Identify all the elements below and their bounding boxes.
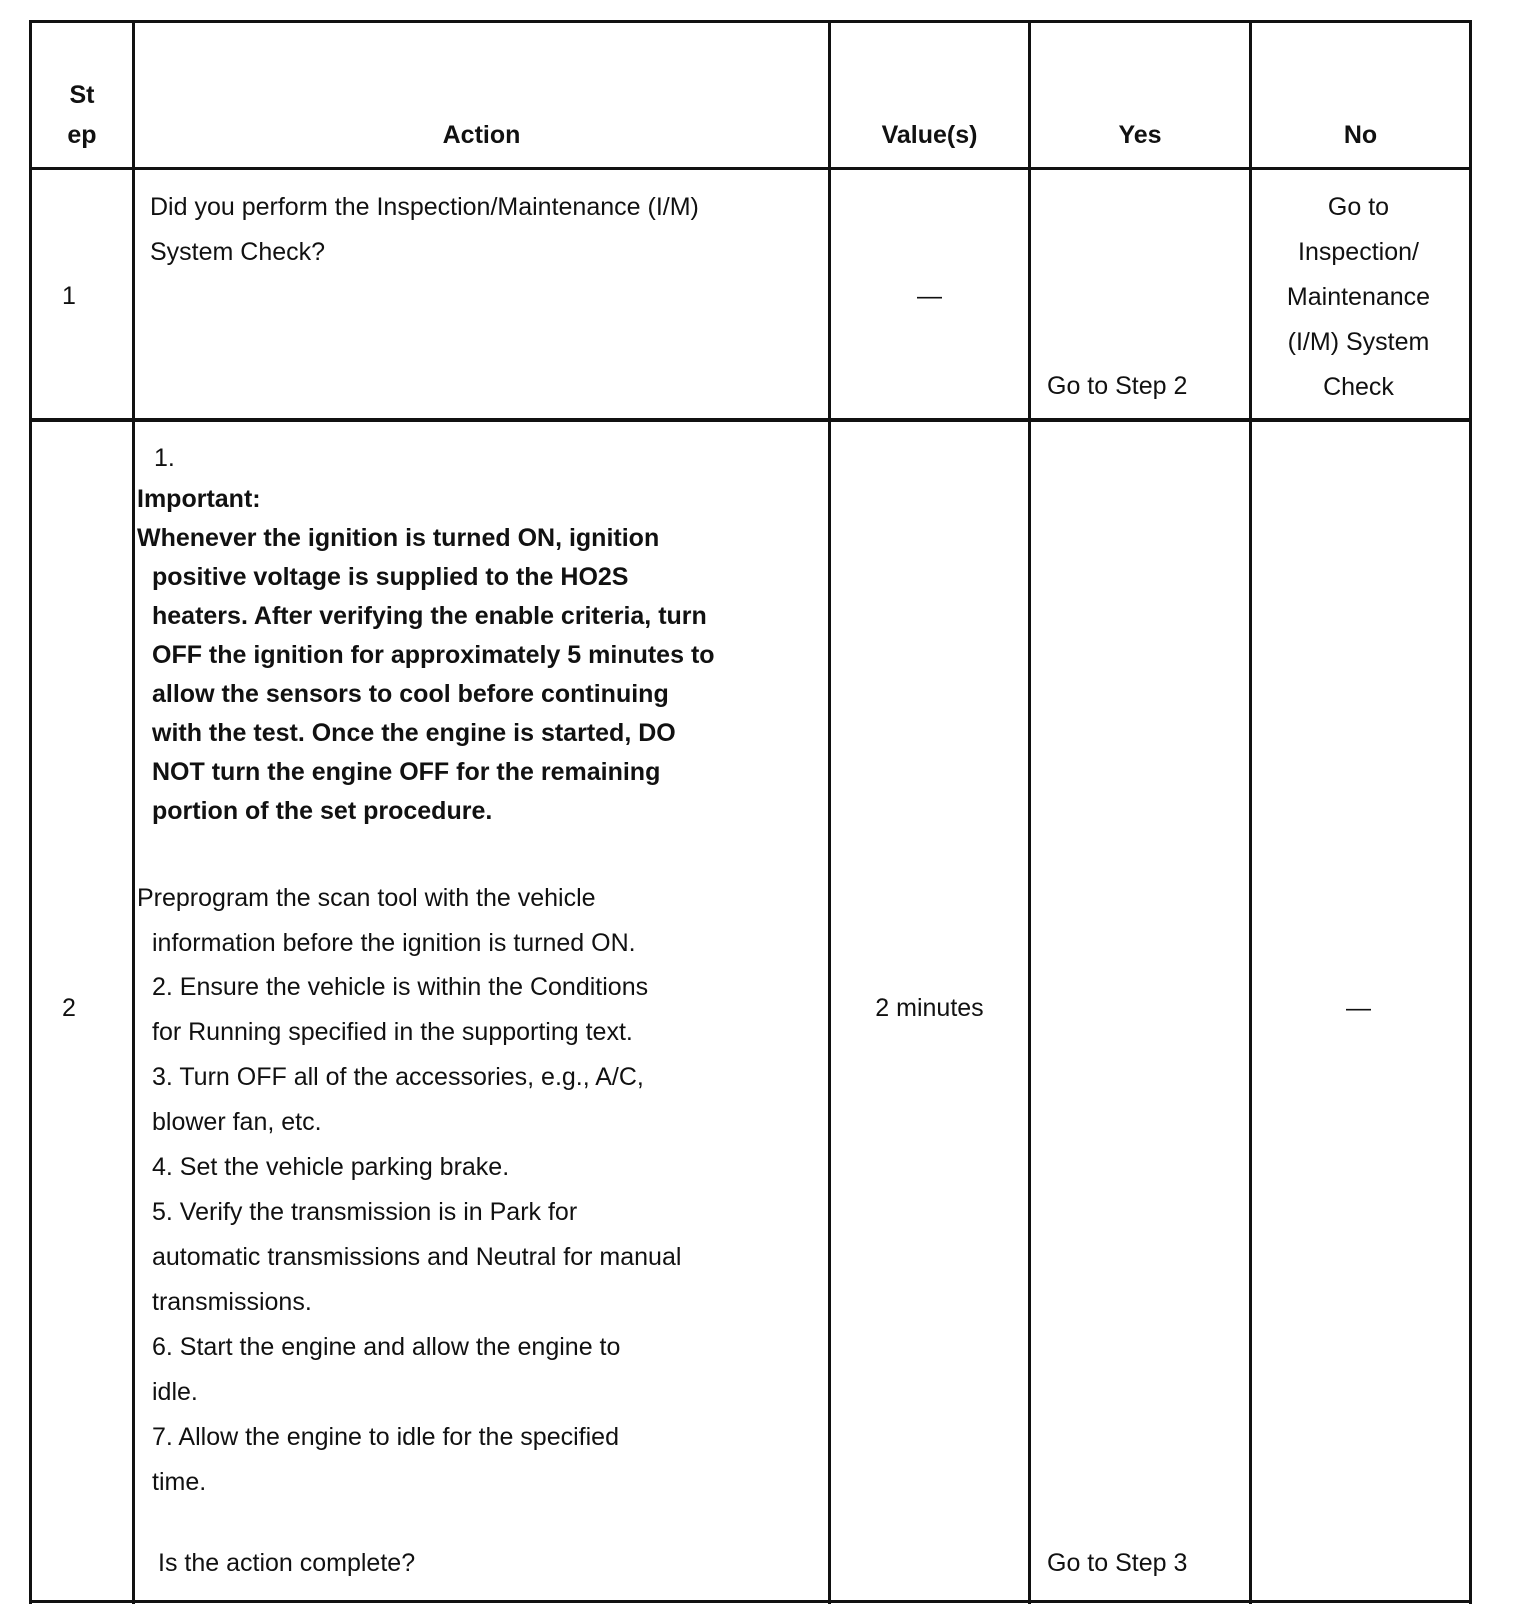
column-divider bbox=[1028, 20, 1031, 1604]
row1-no-line: Check bbox=[1323, 373, 1394, 401]
header-no: No bbox=[1343, 121, 1378, 149]
header-values: Value(s) bbox=[881, 121, 978, 149]
procedure-line: time. bbox=[152, 1468, 207, 1496]
important-label: Important: bbox=[137, 485, 261, 513]
important-line: Whenever the ignition is turned ON, ignition bbox=[137, 524, 660, 552]
procedure-line: for Running specified in the supporting text. bbox=[152, 1018, 633, 1046]
table-border-right bbox=[1469, 20, 1472, 1604]
header-yes: Yes bbox=[1118, 121, 1162, 149]
row1-no-line: Go to bbox=[1327, 193, 1390, 221]
important-line: NOT turn the engine OFF for the remaining bbox=[152, 758, 661, 786]
row2-step: 2 bbox=[62, 994, 76, 1022]
preprogram-line: Preprogram the scan tool with the vehicle bbox=[137, 884, 596, 912]
row1-no-line: (I/M) System bbox=[1287, 328, 1430, 356]
row1-no-line: Inspection/ bbox=[1298, 238, 1419, 266]
table-border-left bbox=[29, 20, 32, 1604]
table-border-bottom bbox=[29, 1600, 1472, 1603]
procedure-line: 2. Ensure the vehicle is within the Conditions bbox=[152, 973, 649, 1001]
procedure-line: 7. Allow the engine to idle for the specified bbox=[152, 1423, 619, 1451]
row2-question: Is the action complete? bbox=[158, 1549, 416, 1577]
important-note bbox=[137, 519, 827, 831]
important-line: allow the sensors to cool before continuing bbox=[152, 680, 669, 708]
row1-value: — bbox=[917, 282, 942, 310]
header-step-line1: St bbox=[69, 81, 95, 109]
row1-step: 1 bbox=[62, 282, 76, 310]
row2-item1-number: 1. bbox=[154, 444, 175, 472]
procedure-steps bbox=[152, 965, 827, 1505]
row2-value: 2 minutes bbox=[875, 994, 984, 1022]
procedure-line: automatic transmissions and Neutral for manual bbox=[152, 1243, 682, 1271]
row1-action-line2: System Check? bbox=[150, 238, 326, 266]
row1-yes: Go to Step 2 bbox=[1047, 372, 1188, 400]
procedure-line: blower fan, etc. bbox=[152, 1108, 322, 1136]
row1-action-line1: Did you perform the Inspection/Maintenance (I/M) bbox=[150, 193, 699, 221]
header-action: Action bbox=[442, 121, 521, 149]
important-line: portion of the set procedure. bbox=[152, 797, 493, 825]
procedure-line: 6. Start the engine and allow the engine to bbox=[152, 1333, 621, 1361]
header-divider bbox=[29, 167, 1472, 170]
important-line: OFF the ignition for approximately 5 minutes to bbox=[152, 641, 715, 669]
row2-yes: Go to Step 3 bbox=[1047, 1549, 1188, 1577]
row1-no-line: Maintenance bbox=[1286, 283, 1431, 311]
row-divider bbox=[29, 418, 1472, 422]
row1-action bbox=[150, 185, 820, 275]
important-line: with the test. Once the engine is started, DO bbox=[152, 719, 676, 747]
procedure-line: 3. Turn OFF all of the accessories, e.g., A/C, bbox=[152, 1063, 644, 1091]
header-step-line2: ep bbox=[67, 121, 97, 149]
procedure-line: idle. bbox=[152, 1378, 198, 1406]
procedure-line: transmissions. bbox=[152, 1288, 312, 1316]
preprogram-line: information before the ignition is turned ON. bbox=[152, 929, 636, 957]
row1-no bbox=[1252, 185, 1465, 410]
procedure-line: 4. Set the vehicle parking brake. bbox=[152, 1153, 510, 1181]
important-line: heaters. After verifying the enable criteria, turn bbox=[152, 602, 707, 630]
procedure-line: 5. Verify the transmission is in Park for bbox=[152, 1198, 578, 1226]
important-line: positive voltage is supplied to the HO2S bbox=[152, 563, 629, 591]
header-step bbox=[32, 75, 132, 155]
column-divider bbox=[132, 20, 135, 1604]
table-border-top bbox=[29, 20, 1472, 23]
row2-no: — bbox=[1346, 994, 1371, 1022]
column-divider bbox=[828, 20, 831, 1604]
preprogram-text bbox=[137, 876, 827, 966]
